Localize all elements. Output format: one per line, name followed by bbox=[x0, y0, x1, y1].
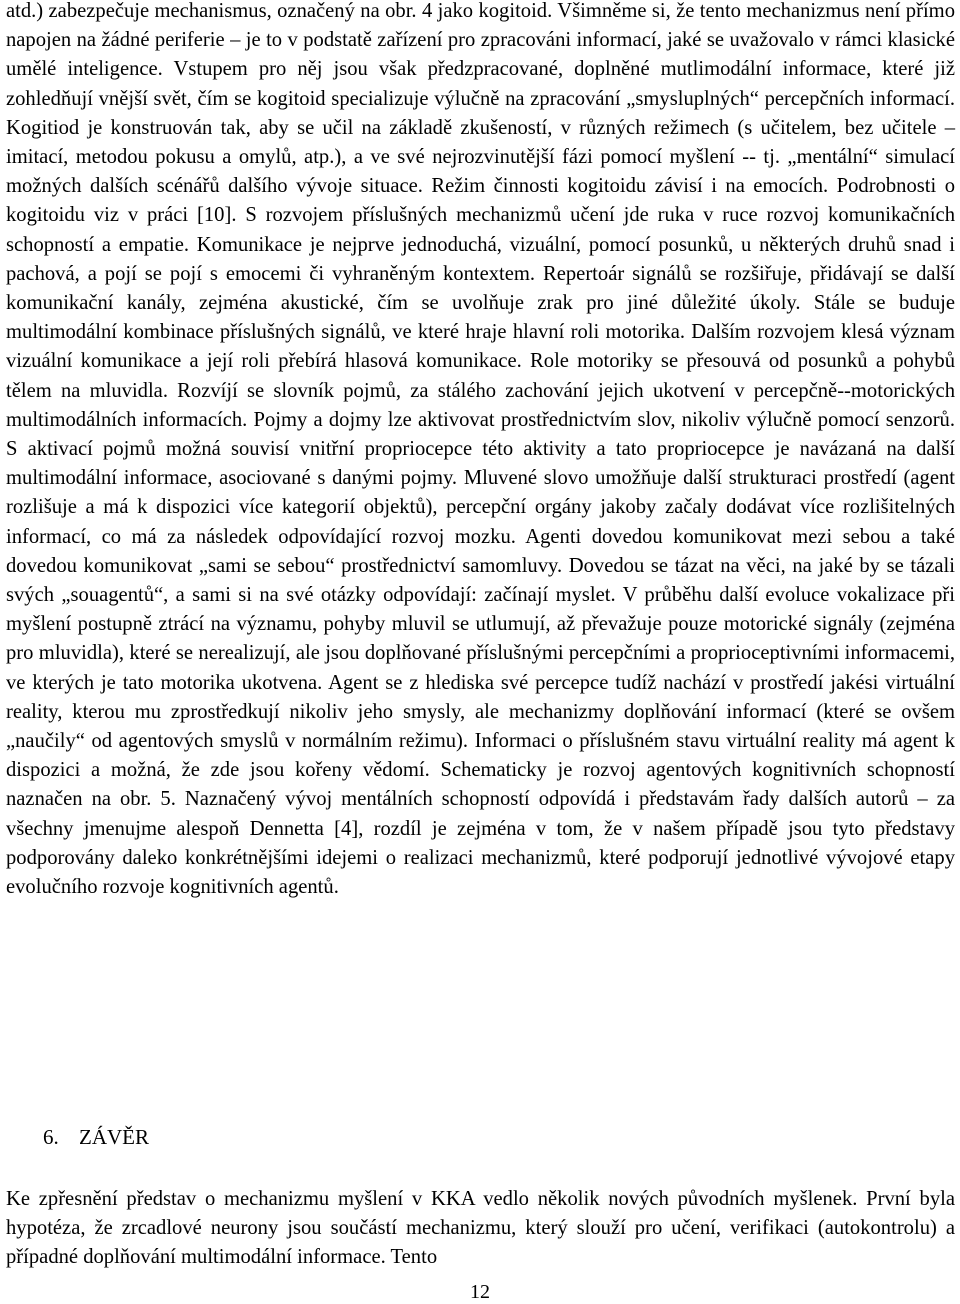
conclusion-block bbox=[6, 1185, 955, 1273]
section-title: ZÁVĚR bbox=[79, 1125, 149, 1149]
conclusion-paragraph: Ke zpřesnění představ o mechanizmu myšlení v KKA vedlo několik nových původních myšlenek. První byla hypotéza, že zrcadlové neurony jsou součástí mechanizmu, který slouží pro učení, verifikaci (autokontrolu) a případné doplňování multimodální informace. Tento bbox=[6, 1188, 955, 1269]
body-paragraph: atd.) zabezpečuje mechanismus, označený na obr. 4 jako kogitoid. Všimněme si, že tento mechanizmus není přímo napojen na žádné periferie – je to v podstatě zařízení pro zpracováni informací, jaké se uvažovalo v rámci klasické umělé inteligence. Vstupem pro něj jsou však předzpracované, doplněné mutlimodální informace, které již zohledňují vnější svět, čím se kogitoid specializuje výlučně na zpracování „smysluplných“ percepčních informací. Kogitiod je konstruován tak, aby se učil na základě zkušeností, v různých režimech (s učitelem, bez učitele – imitací, metodou pokusu a omylů, atp.), a ve své nejrozvinutější fázi pomocí myšlení -- tj. „mentální“ simulací možných dalších scénářů dalšího vývoje situace. Režim činnosti kogitoidu závisí i na emocích. Podrobnosti o kogitoidu viz v práci [10]. S rozvojem příslušných mechanizmů učení jde ruka v ruce rozvoj komunikačních schopností a empatie. Komunikace je nejprve jednoduchá, vizuální, pomocí posunků, u některých druhů snad i pachová, a pojí se pojí s emocemi či vyhraněným kontextem. Repertoár signálů se rozšiřuje, přidávají se další komunikační kanály, zejména akustické, čím se uvolňuje zrak pro jiné důležité úkoly. Stále se buduje multimodální kombinace příslušných signálů, ve které hraje hlavní roli motorika. Dalším rozvojem klesá význam vizuální komunikace a její roli přebírá hlasová komunikace. Role motoriky se přesouvá od posunků a pohybů tělem na mluvidla. Rozvíjí se slovník pojmů, za stálého zachování jejich ukotvení v percepčně--motorických multimodálních informacích. Pojmy a dojmy lze aktivovat prostřednictvím slov, nikoliv výlučně pomocí senzorů. S aktivací pojmů možná souvisí vnitřní propriocepce této aktivity a tato propriocepce je navázaná na další multimodální informace, asociované s danými pojmy. Mluvené slovo umožňuje další strukturaci prostředí (agent rozlišuje a má k dispozici více kategorií objektů), percepční orgány jakoby začaly dodávat více rozlišitelných informací, co má za následek odpovídající rozvoj mozku. Agenti dovedou komunikovat mezi sebou a také dovedou komunikovat „sami se sebou“ prostřednictví samomluvy. Dovedou se tázat na věci, na jaké by se tázali svých „souagentů“, a sami si na své otázky odpovídají: začínají myslet. V průběhu další evoluce vokalizace při myšlení postupně ztrácí na významu, pohyby mluvil se utlumují, až převažuje pouze motorické signály (zejména pro mluvidla), které se nerealizují, ale jsou doplňované příslušnými percepčními a proprioceptivními informacemi, ve kterých je tato motorika ukotvena. Agent se z hlediska své percepce tudíž nachází v prostředí jakési virtuální reality, kterou mu zprostředkují nikoliv jeho smysly, ale mechanizmy doplňování informací (které se ovšem „naučily“ od agentových smyslů v normálním režimu). Informaci o příslušném stavu virtuální reality má agent k dispozici a možná, že zde jsou kořeny vědomí. Schematicky je rozvoj agentových kognitivních schopností naznačen na obr. 5. Naznačený vývoj mentálních schopností odpovídá i představám řady dalších autorů – za všechny jmenujme alespoň Dennetta [4], rozdíl je zejména v tom, že v našem případě jsou tyto představy podporovány daleko konkrétnějšími idejemi o realizaci mechanizmů, které podporují jednotlivé vývojové etapy evolučního rozvoje kognitivních agentů. bbox=[6, 0, 955, 899]
section-number: 6. bbox=[43, 1125, 59, 1149]
section-heading bbox=[43, 1123, 149, 1151]
page-number: 12 bbox=[470, 1281, 490, 1303]
page-body bbox=[6, 0, 955, 902]
